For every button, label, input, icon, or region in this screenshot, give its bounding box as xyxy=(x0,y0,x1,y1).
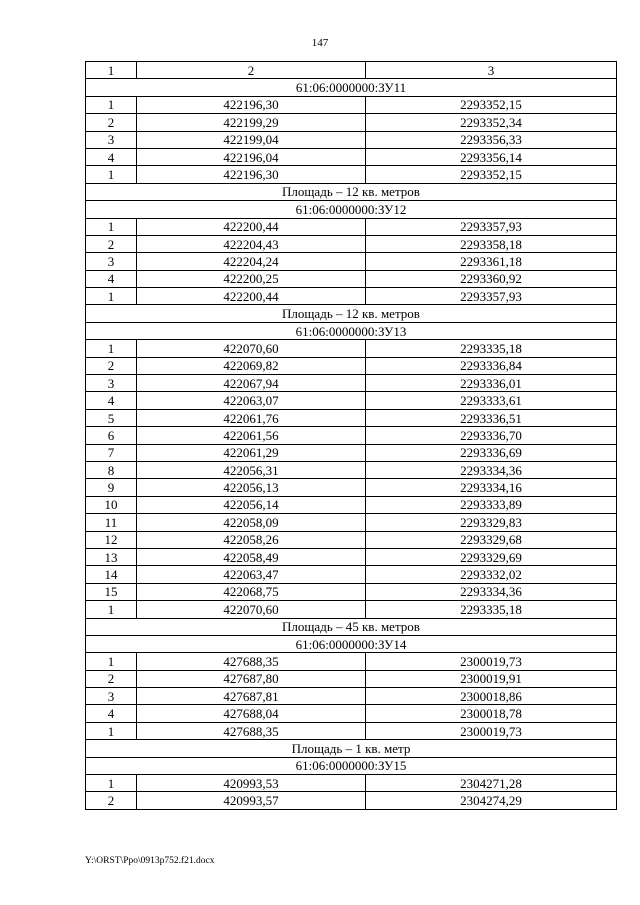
y-coordinate-cell: 2300019,73 xyxy=(366,653,617,670)
x-coordinate-cell: 427688,04 xyxy=(137,705,366,722)
point-number-cell: 2 xyxy=(86,357,137,374)
point-number-cell: 1 xyxy=(86,218,137,235)
y-coordinate-cell: 2293333,89 xyxy=(366,496,617,513)
header-cell-point: 1 xyxy=(86,62,137,79)
table-row xyxy=(86,166,617,183)
y-coordinate-cell: 2293333,61 xyxy=(366,392,617,409)
x-coordinate-cell: 422061,29 xyxy=(137,444,366,461)
table-row xyxy=(86,357,617,374)
table-row xyxy=(86,461,617,478)
y-coordinate-cell: 2293336,84 xyxy=(366,357,617,374)
x-coordinate-cell: 422063,07 xyxy=(137,392,366,409)
x-coordinate-cell: 422196,30 xyxy=(137,96,366,113)
table-row xyxy=(86,601,617,618)
x-coordinate-cell: 422061,56 xyxy=(137,427,366,444)
point-number-cell: 1 xyxy=(86,775,137,792)
x-coordinate-cell: 422056,14 xyxy=(137,496,366,513)
table-row xyxy=(86,496,617,513)
section-title-row xyxy=(86,79,617,96)
table-row xyxy=(86,775,617,792)
area-text: Площадь – 12 кв. метров xyxy=(86,305,617,322)
point-number-cell: 11 xyxy=(86,514,137,531)
table-row xyxy=(86,409,617,426)
table-row xyxy=(86,340,617,357)
section-title: 61:06:0000000:ЗУ15 xyxy=(86,757,617,774)
table-row xyxy=(86,270,617,287)
table-row xyxy=(86,114,617,131)
x-coordinate-cell: 420993,57 xyxy=(137,792,366,809)
y-coordinate-cell: 2293352,15 xyxy=(366,166,617,183)
x-coordinate-cell: 422200,44 xyxy=(137,288,366,305)
point-number-cell: 3 xyxy=(86,688,137,705)
table-row xyxy=(86,148,617,165)
x-coordinate-cell: 427687,80 xyxy=(137,670,366,687)
y-coordinate-cell: 2293358,18 xyxy=(366,235,617,252)
y-coordinate-cell: 2293336,70 xyxy=(366,427,617,444)
table-row xyxy=(86,688,617,705)
y-coordinate-cell: 2293336,01 xyxy=(366,375,617,392)
y-coordinate-cell: 2293352,34 xyxy=(366,114,617,131)
section-title: 61:06:0000000:ЗУ12 xyxy=(86,201,617,218)
y-coordinate-cell: 2293329,69 xyxy=(366,548,617,565)
table-row xyxy=(86,96,617,113)
x-coordinate-cell: 427687,81 xyxy=(137,688,366,705)
x-coordinate-cell: 422200,25 xyxy=(137,270,366,287)
footer-file-path: Y:\ORST\Ppo\0913p752.f21.docx xyxy=(85,856,215,866)
y-coordinate-cell: 2293335,18 xyxy=(366,340,617,357)
area-row xyxy=(86,618,617,635)
table-header-row xyxy=(86,62,617,79)
y-coordinate-cell: 2293360,92 xyxy=(366,270,617,287)
point-number-cell: 7 xyxy=(86,444,137,461)
point-number-cell: 10 xyxy=(86,496,137,513)
table-row xyxy=(86,531,617,548)
point-number-cell: 12 xyxy=(86,531,137,548)
y-coordinate-cell: 2300018,86 xyxy=(366,688,617,705)
y-coordinate-cell: 2293334,16 xyxy=(366,479,617,496)
area-text: Площадь – 1 кв. метр xyxy=(86,740,617,757)
y-coordinate-cell: 2293336,51 xyxy=(366,409,617,426)
x-coordinate-cell: 422199,04 xyxy=(137,131,366,148)
y-coordinate-cell: 2300019,73 xyxy=(366,722,617,739)
y-coordinate-cell: 2293356,14 xyxy=(366,148,617,165)
x-coordinate-cell: 427688,35 xyxy=(137,653,366,670)
point-number-cell: 4 xyxy=(86,705,137,722)
area-row xyxy=(86,183,617,200)
table-row xyxy=(86,583,617,600)
point-number-cell: 14 xyxy=(86,566,137,583)
table-row xyxy=(86,427,617,444)
y-coordinate-cell: 2293334,36 xyxy=(366,461,617,478)
table-row xyxy=(86,479,617,496)
x-coordinate-cell: 422204,43 xyxy=(137,235,366,252)
point-number-cell: 3 xyxy=(86,131,137,148)
header-cell-y: 3 xyxy=(366,62,617,79)
section-title-row xyxy=(86,635,617,652)
x-coordinate-cell: 422070,60 xyxy=(137,340,366,357)
area-text: Площадь – 12 кв. метров xyxy=(86,183,617,200)
x-coordinate-cell: 422068,75 xyxy=(137,583,366,600)
section-title: 61:06:0000000:ЗУ14 xyxy=(86,635,617,652)
x-coordinate-cell: 422196,30 xyxy=(137,166,366,183)
y-coordinate-cell: 2293357,93 xyxy=(366,288,617,305)
area-text: Площадь – 45 кв. метров xyxy=(86,618,617,635)
table-row xyxy=(86,375,617,392)
point-number-cell: 6 xyxy=(86,427,137,444)
x-coordinate-cell: 422061,76 xyxy=(137,409,366,426)
table-row xyxy=(86,392,617,409)
x-coordinate-cell: 422058,49 xyxy=(137,548,366,565)
coordinates-table xyxy=(85,61,617,810)
point-number-cell: 2 xyxy=(86,670,137,687)
point-number-cell: 5 xyxy=(86,409,137,426)
area-row xyxy=(86,740,617,757)
point-number-cell: 13 xyxy=(86,548,137,565)
y-coordinate-cell: 2293332,02 xyxy=(366,566,617,583)
x-coordinate-cell: 422204,24 xyxy=(137,253,366,270)
point-number-cell: 3 xyxy=(86,375,137,392)
area-row xyxy=(86,305,617,322)
table-row xyxy=(86,792,617,809)
table-row xyxy=(86,566,617,583)
header-cell-x: 2 xyxy=(137,62,366,79)
table-row xyxy=(86,548,617,565)
point-number-cell: 4 xyxy=(86,148,137,165)
x-coordinate-cell: 422058,26 xyxy=(137,531,366,548)
x-coordinate-cell: 422063,47 xyxy=(137,566,366,583)
y-coordinate-cell: 2293357,93 xyxy=(366,218,617,235)
table-row xyxy=(86,218,617,235)
table-row xyxy=(86,670,617,687)
y-coordinate-cell: 2293361,18 xyxy=(366,253,617,270)
section-title-row xyxy=(86,757,617,774)
table-row xyxy=(86,444,617,461)
coordinates-table-body xyxy=(86,62,617,810)
point-number-cell: 4 xyxy=(86,392,137,409)
y-coordinate-cell: 2293352,15 xyxy=(366,96,617,113)
point-number-cell: 1 xyxy=(86,340,137,357)
x-coordinate-cell: 422058,09 xyxy=(137,514,366,531)
page-number: 147 xyxy=(311,37,329,49)
x-coordinate-cell: 422056,13 xyxy=(137,479,366,496)
point-number-cell: 15 xyxy=(86,583,137,600)
y-coordinate-cell: 2293329,83 xyxy=(366,514,617,531)
x-coordinate-cell: 422200,44 xyxy=(137,218,366,235)
x-coordinate-cell: 422067,94 xyxy=(137,375,366,392)
y-coordinate-cell: 2304274,29 xyxy=(366,792,617,809)
section-title-row xyxy=(86,322,617,339)
point-number-cell: 1 xyxy=(86,653,137,670)
point-number-cell: 3 xyxy=(86,253,137,270)
y-coordinate-cell: 2293334,36 xyxy=(366,583,617,600)
x-coordinate-cell: 422069,82 xyxy=(137,357,366,374)
y-coordinate-cell: 2293329,68 xyxy=(366,531,617,548)
point-number-cell: 1 xyxy=(86,96,137,113)
table-row xyxy=(86,514,617,531)
y-coordinate-cell: 2300018,78 xyxy=(366,705,617,722)
section-title-row xyxy=(86,201,617,218)
section-title: 61:06:0000000:ЗУ11 xyxy=(86,79,617,96)
section-title: 61:06:0000000:ЗУ13 xyxy=(86,322,617,339)
y-coordinate-cell: 2304271,28 xyxy=(366,775,617,792)
table-row xyxy=(86,705,617,722)
point-number-cell: 2 xyxy=(86,235,137,252)
x-coordinate-cell: 422199,29 xyxy=(137,114,366,131)
point-number-cell: 1 xyxy=(86,166,137,183)
x-coordinate-cell: 422070,60 xyxy=(137,601,366,618)
x-coordinate-cell: 427688,35 xyxy=(137,722,366,739)
point-number-cell: 4 xyxy=(86,270,137,287)
table-row xyxy=(86,722,617,739)
point-number-cell: 1 xyxy=(86,722,137,739)
y-coordinate-cell: 2293335,18 xyxy=(366,601,617,618)
table-row xyxy=(86,253,617,270)
y-coordinate-cell: 2300019,91 xyxy=(366,670,617,687)
x-coordinate-cell: 422056,31 xyxy=(137,461,366,478)
x-coordinate-cell: 420993,53 xyxy=(137,775,366,792)
x-coordinate-cell: 422196,04 xyxy=(137,148,366,165)
table-row xyxy=(86,131,617,148)
table-row xyxy=(86,235,617,252)
table-row xyxy=(86,653,617,670)
point-number-cell: 9 xyxy=(86,479,137,496)
y-coordinate-cell: 2293336,69 xyxy=(366,444,617,461)
point-number-cell: 2 xyxy=(86,792,137,809)
point-number-cell: 2 xyxy=(86,114,137,131)
point-number-cell: 8 xyxy=(86,461,137,478)
y-coordinate-cell: 2293356,33 xyxy=(366,131,617,148)
point-number-cell: 1 xyxy=(86,601,137,618)
point-number-cell: 1 xyxy=(86,288,137,305)
table-row xyxy=(86,288,617,305)
